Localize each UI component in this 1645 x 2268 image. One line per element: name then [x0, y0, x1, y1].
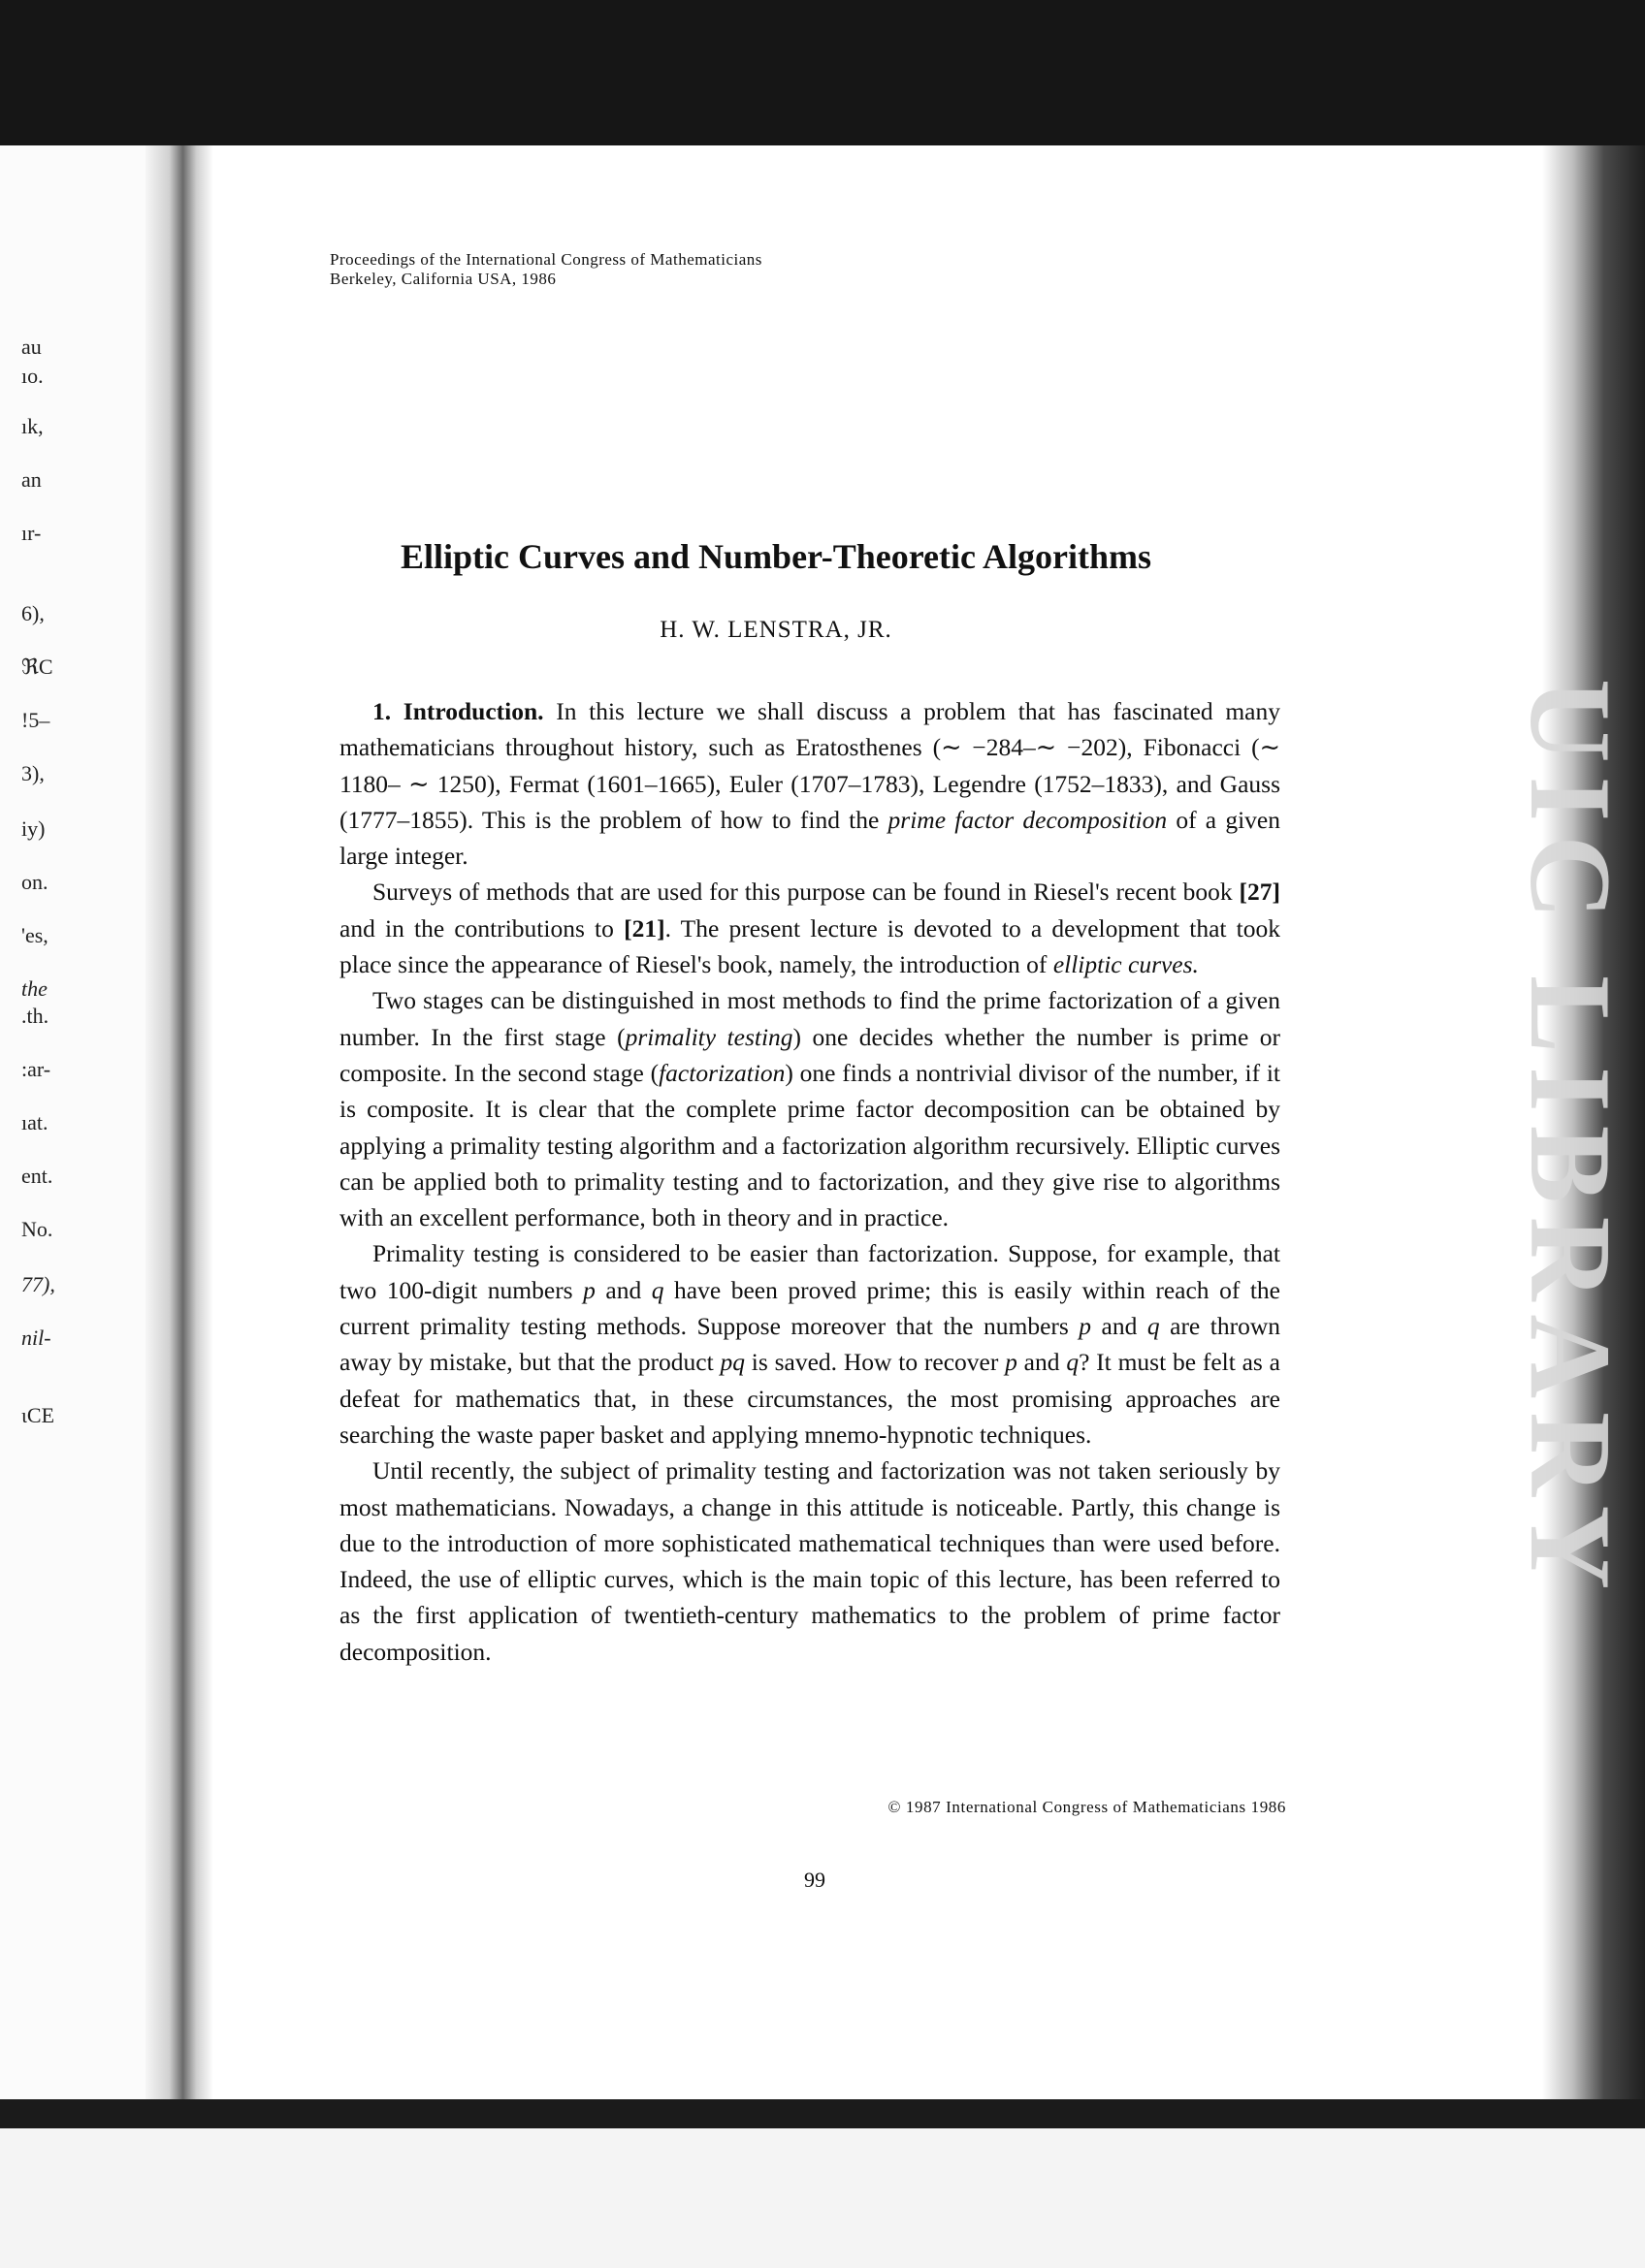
emphasis: primality testing	[625, 1022, 793, 1051]
header-location: Berkeley, California USA, 1986	[330, 270, 557, 288]
scan-bed	[0, 2128, 1645, 2268]
margin-fragment: ent.	[21, 1164, 53, 1188]
margin-fragment: 77),	[21, 1272, 55, 1296]
paragraph: Until recently, the subject of primality testing and factorization was not taken seriously by most mathematicians. Nowadays, a change in this attitude is noticeable. Partly, this change is due to the introduction of more sophisticated mathematical techniques than were used before. Indeed, the use of elliptic curves, which is the main topic of this lecture, has been referred to as the first application of twentieth-century mathematics to the problem of prime factor decomposition.	[339, 1456, 1280, 1666]
margin-fragment: ır-	[21, 521, 42, 545]
emphasis: prime factor decomposition	[887, 805, 1168, 834]
author: H. W. LENSTRA, JR.	[660, 617, 892, 643]
margin-fragment: .th.	[21, 1004, 49, 1028]
emphasis: factorization	[659, 1058, 786, 1087]
margin-fragment: iy)	[21, 816, 46, 841]
emphasis: elliptic curves.	[1052, 950, 1199, 979]
margin-fragment: ıo.	[21, 364, 44, 388]
paragraph: Two stages can be distinguished in most methods to find the prime factorization of a given number. In the first stage (primality testing) one decides whether the number is prime or composite. In the second stage (factorization) one finds a nontrivial divisor of the number, if it is composite. It is clear that the complete prime factor decomposition can be obtained by applying a primality testing algorithm and a factorization algorithm recursively. Elliptic curves can be applied both to primality testing and to factorization, and they give rise to algorithms with an excellent performance, both in theory and in practice.	[339, 986, 1280, 1232]
margin-fragment: 3),	[21, 761, 45, 785]
section-heading: 1. Introduction.	[372, 697, 544, 725]
margin-fragment: the	[21, 976, 48, 1001]
margin-fragment: ıat.	[21, 1110, 48, 1134]
margin-fragment: on.	[21, 870, 48, 894]
library-stamp-text: UIC LIBRARY	[1506, 679, 1635, 1604]
paper-title: Elliptic Curves and Number-Theoretic Algorithms	[401, 537, 1151, 576]
page-number: 99	[804, 1868, 825, 1892]
margin-fragment: 'es,	[21, 923, 48, 947]
scan-border-top	[0, 0, 1645, 145]
margin-fragment: No.	[21, 1217, 53, 1241]
margin-fragment: an	[21, 467, 42, 492]
citation: [21]	[624, 913, 665, 942]
paragraph-introduction: 1. Introduction. In this lecture we shall discuss a problem that has fascinated many mathematicians throughout history, such as Eratosthenes (∼ −284–∼ −202), Fibonacci (∼ 1180– ∼ 1250), Fermat (1601–1665), Euler (1707–1783), Legendre (1752–1833), and Gauss (1777–1855). This is the problem of how to find the prime factor decomposition of a given large integer.	[339, 697, 1280, 871]
header-proceedings: Proceedings of the International Congress of Mathematicians	[330, 250, 762, 269]
margin-fragment: au	[21, 335, 42, 359]
citation: [27]	[1239, 878, 1280, 907]
margin-fragment: nil-	[21, 1326, 51, 1350]
paragraph: Surveys of methods that are used for this purpose can be found in Riesel's recent book [27] and in the contributions to [21]. The present lecture is devoted to a development that took place since the appearance of Riesel's book, namely, the introduction of elliptic curves.	[339, 878, 1280, 979]
library-stamp	[1492, 679, 1645, 1604]
margin-fragment: ɩCE	[21, 1403, 55, 1427]
margin-fragment: ık,	[21, 414, 44, 438]
copyright-notice: © 1987 International Congress of Mathematicians 1986	[887, 1798, 1286, 1816]
running-header	[330, 250, 762, 289]
margin-fragment: 6),	[21, 601, 45, 625]
margin-fragment: ℜC	[21, 655, 53, 679]
scan-border-bottom	[0, 2099, 1645, 2128]
margin-fragment: :ar-	[21, 1057, 51, 1081]
margin-fragment: !5–	[21, 708, 50, 732]
paragraph: Primality testing is considered to be easier than factorization. Suppose, for example, that two 100-digit numbers p and q have been proved prime; this is easily within reach of the current primality testing methods. Suppose moreover that the numbers p and q are thrown away by mistake, but that the product pq is saved. How to recover p and q? It must be felt as a defeat for mathematics that, in these circumstances, the most promising approaches are searching the waste paper basket and applying mnemo-hypnotic techniques.	[339, 1239, 1280, 1449]
body-text	[339, 693, 1280, 1670]
book-gutter-shadow	[145, 145, 213, 2099]
